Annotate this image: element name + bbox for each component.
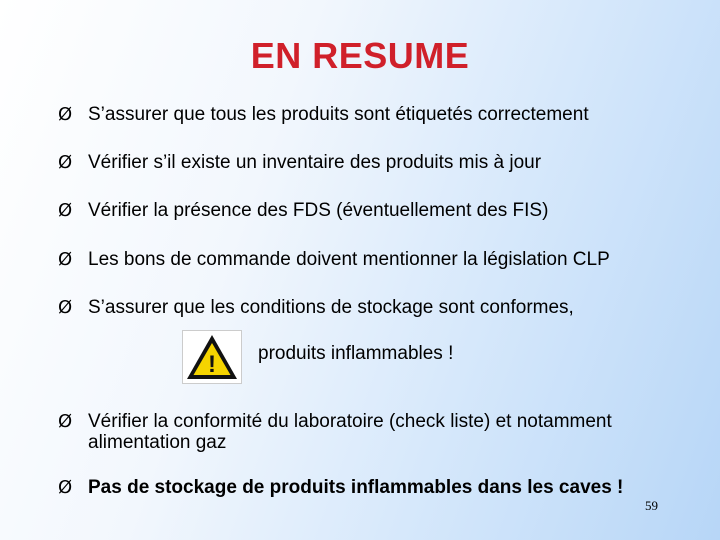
bullet-item	[58, 297, 574, 318]
bullet-arrow-icon: Ø	[58, 297, 73, 318]
bullet-item	[58, 104, 589, 125]
bullet-text: S’assurer que tous les produits sont étiquetés correctement	[88, 104, 589, 125]
bullet-arrow-icon: Ø	[58, 411, 73, 432]
bullet-arrow-icon: Ø	[58, 152, 73, 173]
warning-sign	[182, 330, 242, 384]
bullet-item	[58, 249, 610, 270]
warning-exclamation: !	[208, 351, 216, 378]
bullet-text: Pas de stockage de produits inflammables dans les caves !	[88, 477, 624, 498]
bullet-text: Vérifier s’il existe un inventaire des produits mis à jour	[88, 152, 542, 173]
bullet-item	[58, 152, 541, 173]
warning-triangle-icon	[183, 331, 241, 383]
bullet-arrow-icon: Ø	[58, 477, 73, 498]
bullet-text: Les bons de commande doivent mentionner la législation CLP	[88, 249, 610, 270]
page-number: 59	[645, 498, 658, 513]
bullet-item	[58, 477, 623, 498]
warning-caption: produits inflammables !	[258, 343, 454, 364]
bullet-text: Vérifier la conformité du laboratoire (check liste) et notamment alimentation gaz	[88, 411, 612, 453]
bullet-item	[58, 200, 548, 221]
bullet-text: S’assurer que les conditions de stockage sont conformes,	[88, 297, 574, 318]
bullet-item	[58, 411, 648, 453]
bullet-arrow-icon: Ø	[58, 104, 73, 125]
bullet-arrow-icon: Ø	[58, 249, 73, 270]
slide-title: EN RESUME	[250, 35, 470, 76]
bullet-arrow-icon: Ø	[58, 200, 73, 221]
bullet-text: Vérifier la présence des FDS (éventuellement des FIS)	[88, 200, 549, 221]
